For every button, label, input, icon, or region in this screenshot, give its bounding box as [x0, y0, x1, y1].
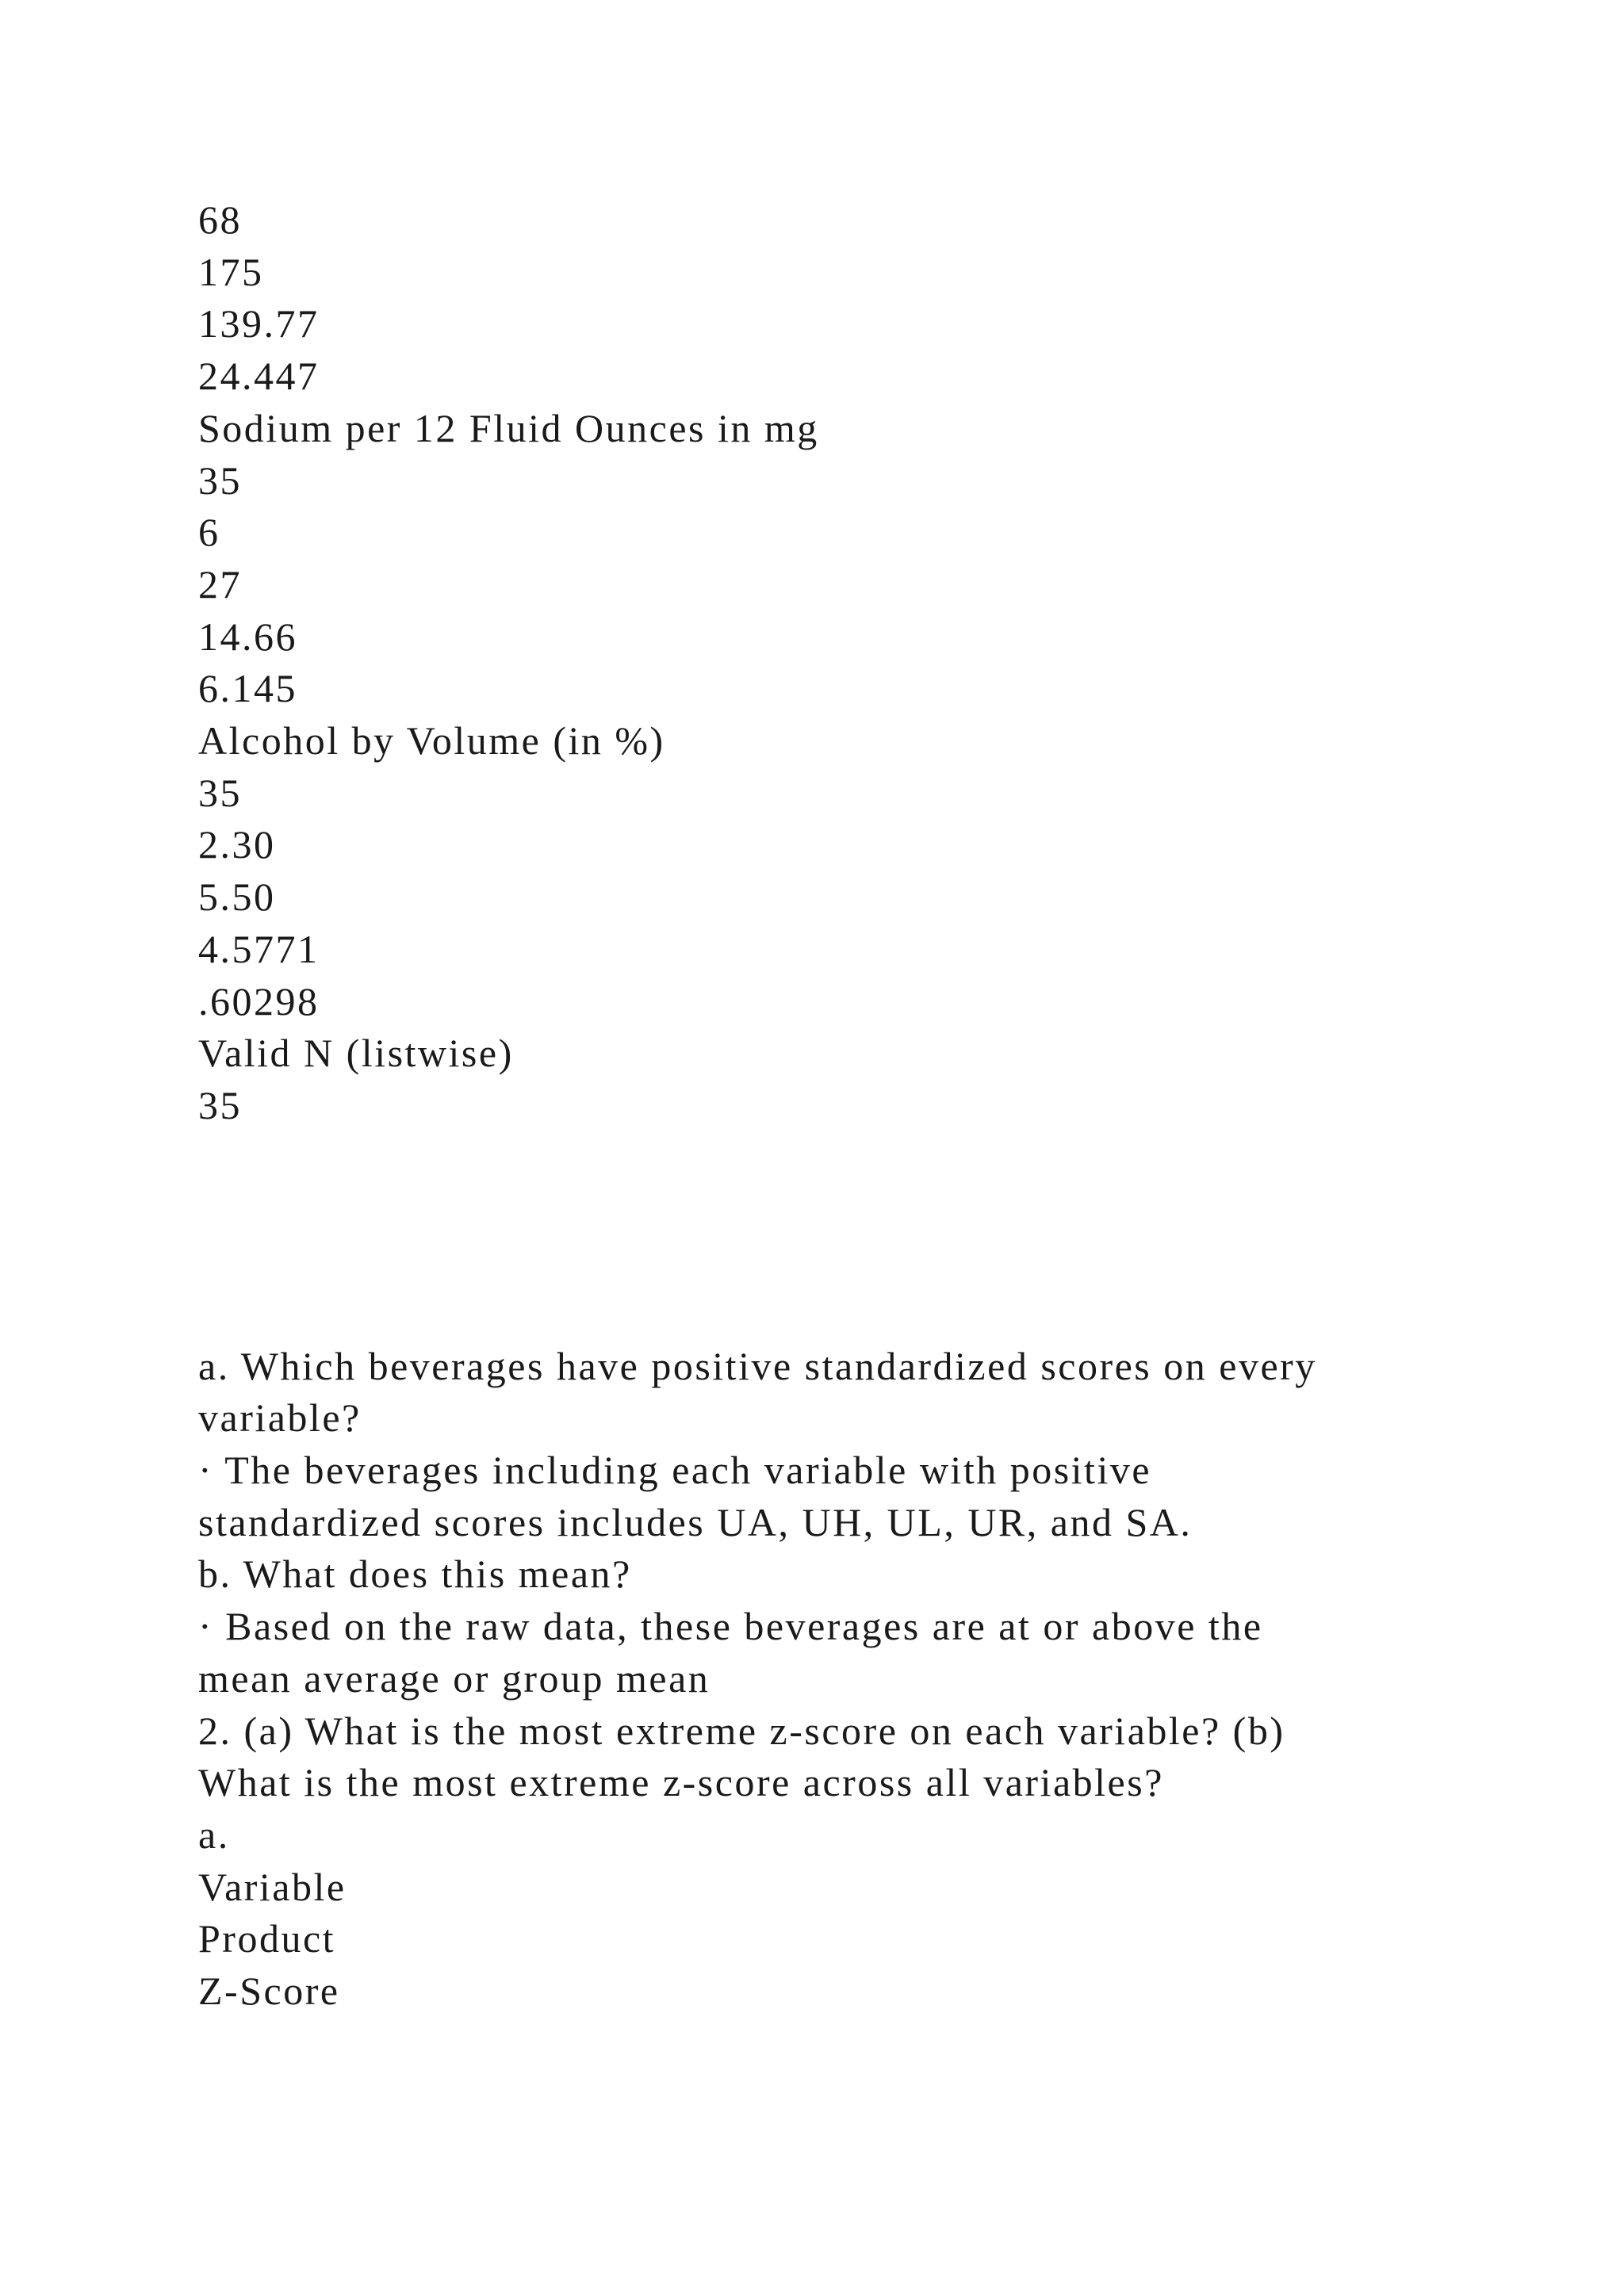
question-2: 2. (a) What is the most extreme z-score on each variable? (b): [198, 1708, 1285, 1753]
stat-value: 6.145: [198, 666, 297, 711]
variable-label-alcohol: Alcohol by Volume (in %): [198, 718, 665, 763]
stat-value: 68: [198, 197, 242, 242]
answer-a: · The beverages including each variable with positive: [198, 1448, 1152, 1493]
part-a-label: a.: [198, 1812, 230, 1857]
question-2-cont: What is the most extreme z-score across all variables?: [198, 1760, 1164, 1805]
stat-value: 6: [198, 510, 220, 555]
stat-value: 175: [198, 249, 264, 294]
document-page: [198, 194, 1435, 2018]
question-b: b. What does this mean?: [198, 1552, 632, 1597]
stat-value: 2.30: [198, 822, 276, 867]
stat-value: 35: [198, 770, 242, 815]
stat-value: 139.77: [198, 301, 320, 346]
stat-value: 5.50: [198, 874, 276, 920]
stat-value: 27: [198, 561, 242, 607]
question-a: a. Which beverages have positive standardized scores on every: [198, 1343, 1317, 1388]
table-header-product: Product: [198, 1916, 336, 1961]
table-header-variable: Variable: [198, 1864, 347, 1909]
descriptive-statistics-block: [198, 194, 1435, 1132]
stat-value: 35: [198, 457, 242, 503]
questions-block: [198, 1341, 1435, 2018]
answer-b-cont: mean average or group mean: [198, 1655, 710, 1701]
stat-value: 24.447: [198, 354, 320, 399]
blank-gap: [198, 1132, 1435, 1341]
stat-value: .60298: [198, 978, 320, 1024]
answer-b: · Based on the raw data, these beverages are at or above the: [198, 1604, 1263, 1649]
table-header-zscore: Z-Score: [198, 1969, 340, 2014]
valid-n-label: Valid N (listwise): [198, 1031, 514, 1076]
question-a-cont: variable?: [198, 1395, 362, 1441]
stat-value: 35: [198, 1082, 242, 1127]
variable-label-sodium: Sodium per 12 Fluid Ounces in mg: [198, 405, 819, 450]
answer-a-cont: standardized scores includes UA, UH, UL, UR, and SA.: [198, 1499, 1193, 1544]
stat-value: 14.66: [198, 614, 297, 659]
stat-value: 4.5771: [198, 926, 320, 971]
